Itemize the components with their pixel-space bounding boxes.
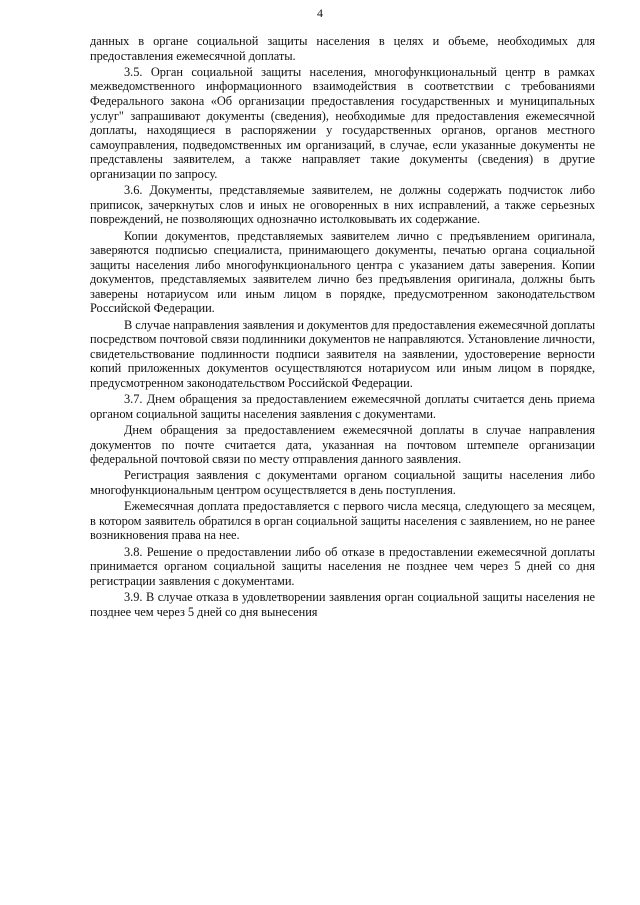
paragraph-payment-start: Ежемесячная доплата предоставляется с первого числа месяца, следующего за месяцем, в котором заявитель обратился в орган социальной защиты населения с заявлением, но не ранее возникновения права на нее. bbox=[90, 499, 595, 543]
paragraph-postal-date: Днем обращения за предоставлением ежемесячной доплаты в случае направления документов по почте считается дата, указанная на почтовом штемпеле организации федеральной почтовой связи по месту отправления данного заявления. bbox=[90, 423, 595, 467]
paragraph-continuation: данных в органе социальной защиты населения в целях и объеме, необходимых для предоставления ежемесячной доплаты. bbox=[90, 34, 595, 63]
paragraph-3-5: 3.5. Орган социальной защиты населения, многофункциональный центр в рамках межведомственного информационного взаимодействия в соответствии с требованиями Федерального закона «Об организации предоставления государственных и муниципальных услуг" запрашивают документы (сведения), необходимые для предоставления ежемесячной доплаты, находящиеся в распоряжении у государственных органов, органов местного самоуправления, подведомственных им организаций, в случае, если указанные документы не представлены заявителем, а также направляет такие документы (сведения) в другие организации по запросу. bbox=[90, 64, 595, 181]
paragraph-3-7: 3.7. Днем обращения за предоставлением ежемесячной доплаты считается день приема органом социальной защиты населения заявления с документами. bbox=[90, 392, 595, 421]
paragraph-3-9: 3.9. В случае отказа в удовлетворении заявления орган социальной защиты населения не позднее чем через 5 дней со дня вынесения bbox=[90, 589, 595, 619]
paragraph-3-8: 3.8. Решение о предоставлении либо об отказе в предоставлении ежемесячной доплаты принимается органом социальной защиты населения не позднее чем через 5 дней со дня регистрации заявления с документами. bbox=[90, 544, 595, 588]
paragraph-3-6: 3.6. Документы, представляемые заявителем, не должны содержать подчисток либо приписок, зачеркнутых слов и иных не оговоренных в них исправлений, а также серьезных повреждений, не позволяющих однозначно истолковывать их содержание. bbox=[90, 183, 595, 227]
paragraph-registration: Регистрация заявления с документами органом социальной защиты населения либо многофункциональным центром осуществляется в день поступления. bbox=[90, 468, 595, 497]
paragraph-copies-certification: Копии документов, представляемых заявителем лично с предъявлением оригинала, заверяются подписью специалиста, принимающего документы, печатью органа социальной защиты населения либо многофункционального центра с указанием даты заверения. Копии документов, представляемых заявителем лично без предъявления оригинала, должны быть заверены нотариусом или иным лицом в порядке, предусмотренном законодательством Российской Федерации. bbox=[90, 228, 595, 316]
document-body bbox=[90, 34, 595, 619]
paragraph-postal-submission: В случае направления заявления и документов для предоставления ежемесячной доплаты посредством почтовой связи подлинники документов не направляются. Установление личности, свидетельствование подлинности подписи заявителя на заявлении, удостоверение верности копий приложенных документов осуществляются нотариусом или иным лицом в порядке, предусмотренном законодательством Российской Федерации. bbox=[90, 317, 595, 391]
page-number: 4 bbox=[317, 6, 323, 20]
